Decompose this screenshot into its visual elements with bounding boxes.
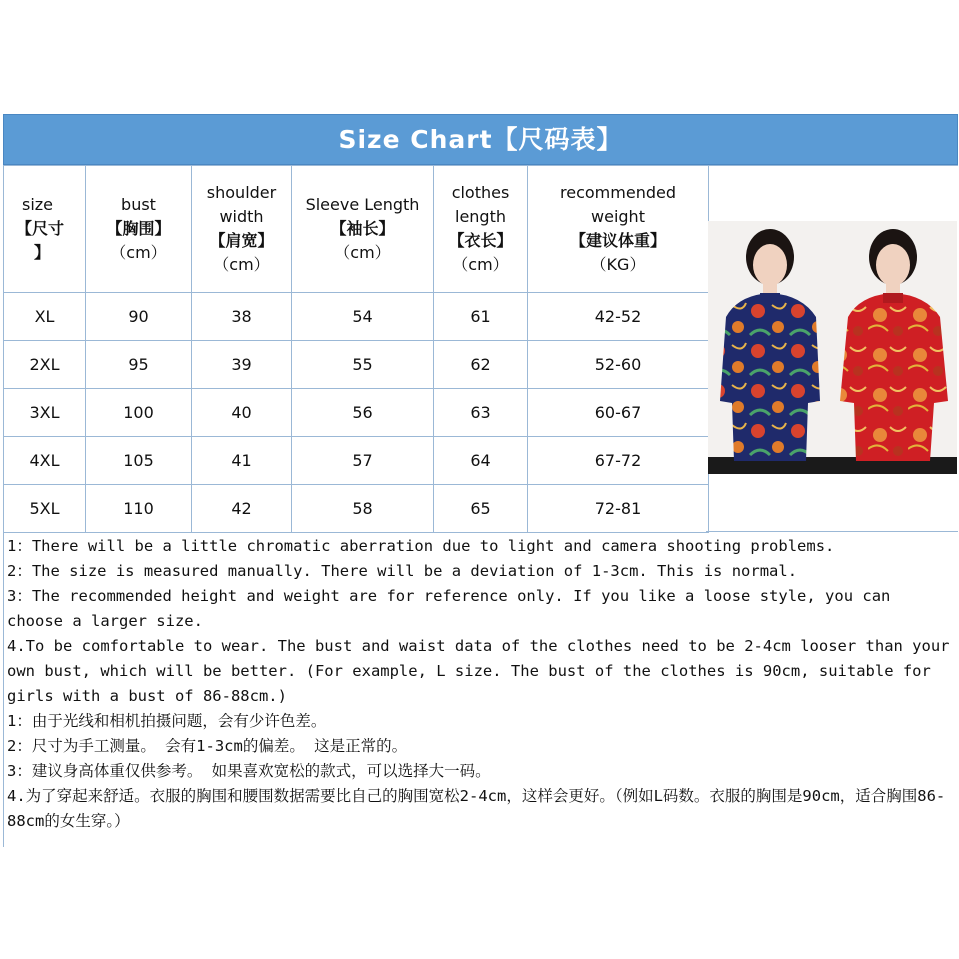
- cell-shoulder: 41: [192, 437, 292, 485]
- cell-shoulder: 42: [192, 485, 292, 533]
- header-size: size 【尺寸 】: [4, 166, 86, 293]
- header-row: [4, 166, 709, 293]
- cell-bust: 95: [86, 341, 192, 389]
- note-en-2: 2：The size is measured manually. There will be a deviation of 1-3cm. This is normal.: [7, 562, 798, 580]
- header-bust: bust 【胸围】 （cm）: [86, 166, 192, 293]
- note-en-1: 1：There will be a little chromatic aberration due to light and camera shooting problems.: [7, 537, 835, 555]
- cell-bust: 110: [86, 485, 192, 533]
- cell-sleeve: 56: [292, 389, 434, 437]
- cell-length: 64: [434, 437, 528, 485]
- cell-shoulder: 40: [192, 389, 292, 437]
- table-row: [4, 341, 709, 389]
- cell-length: 65: [434, 485, 528, 533]
- note-en-3: 3：The recommended height and weight are for reference only. If you like a loose style, you can choose a larger size.: [7, 587, 900, 630]
- cell-sleeve: 58: [292, 485, 434, 533]
- cell-sleeve: 57: [292, 437, 434, 485]
- note-en-4: 4.To be comfortable to wear. The bust and waist data of the clothes need to be 2-4cm looser than your own bust, which will be better. (For example, L size. The bust of the clothes is 90cm, suitable for girls with a bust of 86-88cm.): [7, 637, 959, 705]
- cell-length: 62: [434, 341, 528, 389]
- cell-length: 61: [434, 293, 528, 341]
- table-row: [4, 485, 709, 533]
- cell-sleeve: 54: [292, 293, 434, 341]
- size-chart-title: Size Chart【尺码表】: [3, 114, 958, 165]
- product-photo: [708, 221, 957, 474]
- cell-weight: 67-72: [528, 437, 709, 485]
- cell-weight: 52-60: [528, 341, 709, 389]
- cell-sleeve: 55: [292, 341, 434, 389]
- cell-weight: 42-52: [528, 293, 709, 341]
- cell-size: 2XL: [4, 341, 86, 389]
- cell-bust: 100: [86, 389, 192, 437]
- size-table: [3, 165, 709, 533]
- cell-bust: 90: [86, 293, 192, 341]
- cell-size: 4XL: [4, 437, 86, 485]
- cell-length: 63: [434, 389, 528, 437]
- table-row: [4, 389, 709, 437]
- cell-shoulder: 39: [192, 341, 292, 389]
- cell-size: 3XL: [4, 389, 86, 437]
- table-row: [4, 293, 709, 341]
- note-cn-2: 2：尺寸为手工测量。 会有1-3cm的偏差。 这是正常的。: [7, 737, 408, 755]
- cell-size: XL: [4, 293, 86, 341]
- header-recommended-weight: recommended weight 【建议体重】 （KG）: [528, 166, 709, 293]
- cell-bust: 105: [86, 437, 192, 485]
- note-cn-1: 1：由于光线和相机拍摄问题，会有少许色差。: [7, 712, 327, 730]
- cell-shoulder: 38: [192, 293, 292, 341]
- note-cn-3: 3：建议身高体重仅供参考。 如果喜欢宽松的款式，可以选择大一码。: [7, 762, 491, 780]
- cell-weight: 72-81: [528, 485, 709, 533]
- header-sleeve-length: Sleeve Length 【袖长】 （cm）: [292, 166, 434, 293]
- notes-section: [7, 534, 959, 834]
- cell-weight: 60-67: [528, 389, 709, 437]
- table-row: [4, 437, 709, 485]
- cell-size: 5XL: [4, 485, 86, 533]
- header-clothes-length: clothes length 【衣长】 （cm）: [434, 166, 528, 293]
- header-shoulder-width: shoulder width 【肩宽】 （cm）: [192, 166, 292, 293]
- note-cn-4: 4.为了穿起来舒适。衣服的胸围和腰围数据需要比自己的胸围宽松2-4cm，这样会更好。（例如L码数。衣服的胸围是90cm，适合胸围86-88cm的女生穿。）: [7, 787, 946, 830]
